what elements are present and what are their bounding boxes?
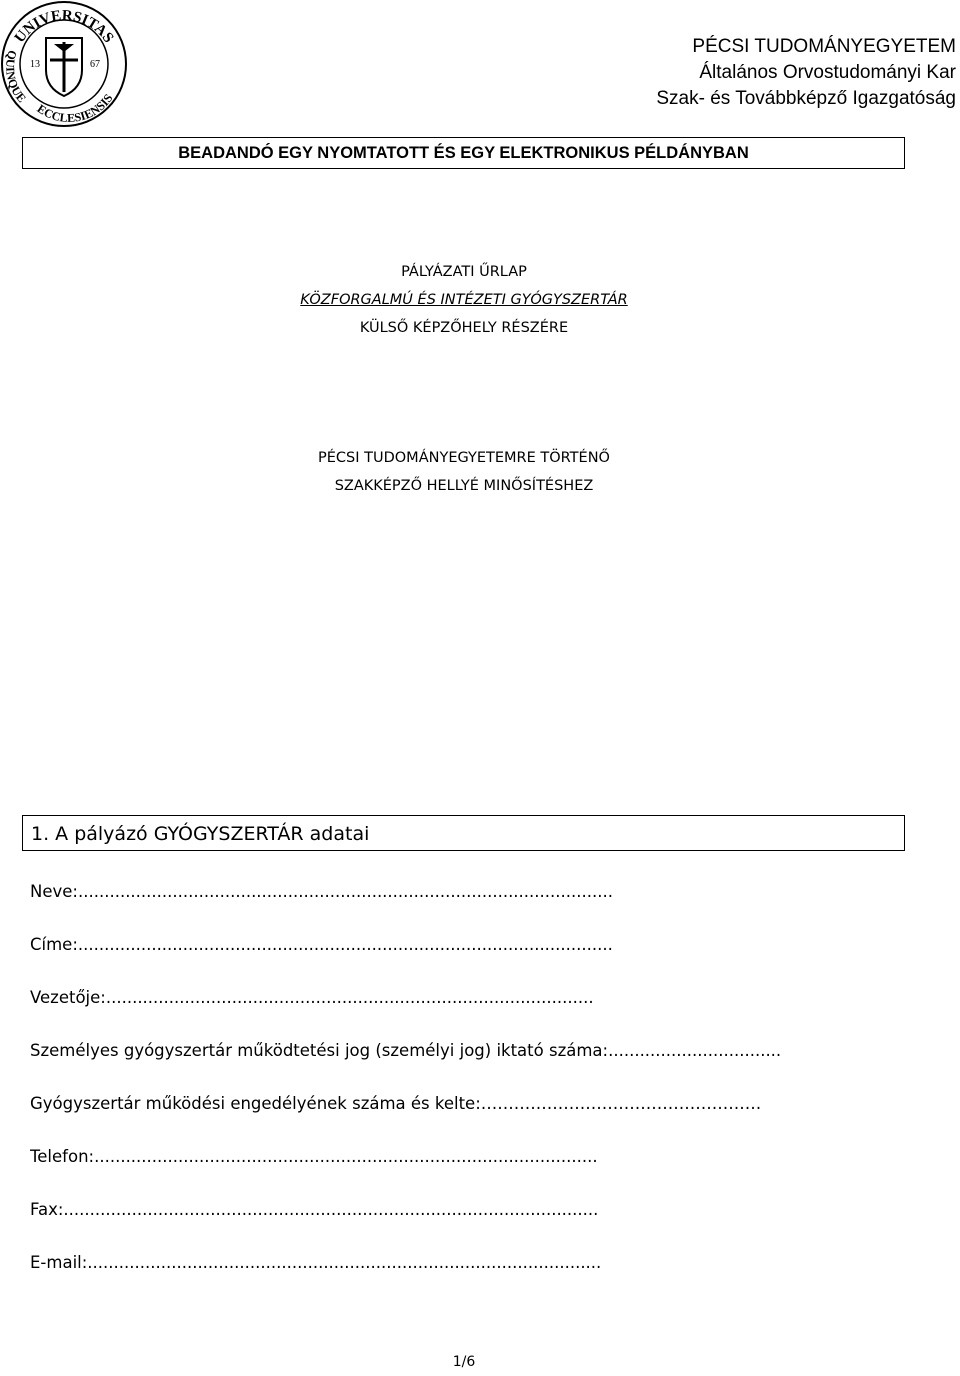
field-blank[interactable]: ............................................................................................. xyxy=(105,988,594,1007)
field-label: Neve: xyxy=(30,882,78,901)
field-blank[interactable]: ...................................................................................................... xyxy=(77,935,613,954)
field-name[interactable] xyxy=(30,877,890,930)
seal-year-left: 13 xyxy=(30,59,40,70)
faculty-name: Általános Orvostudományi Kar xyxy=(699,62,956,83)
pharmacy-data-fields xyxy=(30,877,890,1301)
university-seal-logo xyxy=(0,0,128,128)
seal-year-right: 67 xyxy=(90,59,100,70)
form-subtitle-line-2: SZAKKÉPZŐ HELLYÉ MINŐSÍTÉSHEZ xyxy=(334,478,594,494)
form-title-line-2: KÖZFORGALMÚ ÉS INTÉZETI GYÓGYSZERTÁR xyxy=(300,292,628,308)
page-number: 1/6 xyxy=(452,1354,476,1370)
seal-bottom-text: ECCLESIENSIS xyxy=(34,91,116,126)
form-title-line-3: KÜLSŐ KÉPZŐHELY RÉSZÉRE xyxy=(359,320,569,336)
field-phone[interactable] xyxy=(30,1142,890,1195)
field-blank[interactable]: ................................. xyxy=(608,1041,782,1060)
field-email[interactable] xyxy=(30,1248,890,1301)
field-blank[interactable]: ................................................................................................ xyxy=(94,1147,598,1166)
institution-header xyxy=(656,34,956,112)
field-address[interactable] xyxy=(30,930,890,983)
university-name: PÉCSI TUDOMÁNYEGYETEM xyxy=(692,36,956,57)
section-heading: 1. A pályázó GYÓGYSZERTÁR adatai xyxy=(22,815,905,851)
form-subtitle xyxy=(0,444,928,500)
department-name: Szak- és Továbbképző Igazgatóság xyxy=(656,88,956,109)
form-subtitle-line-1: PÉCSI TUDOMÁNYEGYETEMRE TÖRTÉNŐ xyxy=(318,450,610,466)
field-personal-right-number[interactable] xyxy=(30,1036,890,1089)
seal-left-text: QUINQUE xyxy=(3,48,29,106)
svg-text:QUINQUE xyxy=(3,49,29,105)
field-blank[interactable]: ...................................................................................................... xyxy=(77,882,613,901)
field-blank[interactable]: …………………………………………… xyxy=(480,1094,762,1113)
form-title xyxy=(0,258,928,342)
field-operating-license[interactable] xyxy=(30,1089,890,1142)
field-blank[interactable]: .................................................................................................. xyxy=(87,1253,602,1272)
field-label: Fax: xyxy=(30,1200,64,1219)
field-label: Telefon: xyxy=(30,1147,95,1166)
form-title-line-1: PÁLYÁZATI ŰRLAP xyxy=(401,264,527,280)
field-manager[interactable] xyxy=(30,983,890,1036)
field-fax[interactable] xyxy=(30,1195,890,1248)
svg-text:ECCLESIENSIS xyxy=(35,91,116,125)
submission-notice: BEADANDÓ EGY NYOMTATOTT ÉS EGY ELEKTRONIKUS PÉLDÁNYBAN xyxy=(22,137,905,169)
field-label: Vezetője: xyxy=(30,988,106,1007)
field-label: E-mail: xyxy=(30,1253,88,1272)
seal-top-text: UNIVERSITAS xyxy=(11,7,117,46)
field-label: Személyes gyógyszertár működtetési jog (személyi jog) iktató száma: xyxy=(30,1041,609,1060)
field-label: Gyógyszertár működési engedélyének száma és kelte: xyxy=(30,1094,481,1113)
field-label: Címe: xyxy=(30,935,78,954)
field-blank[interactable]: ...................................................................................................... xyxy=(63,1200,599,1219)
